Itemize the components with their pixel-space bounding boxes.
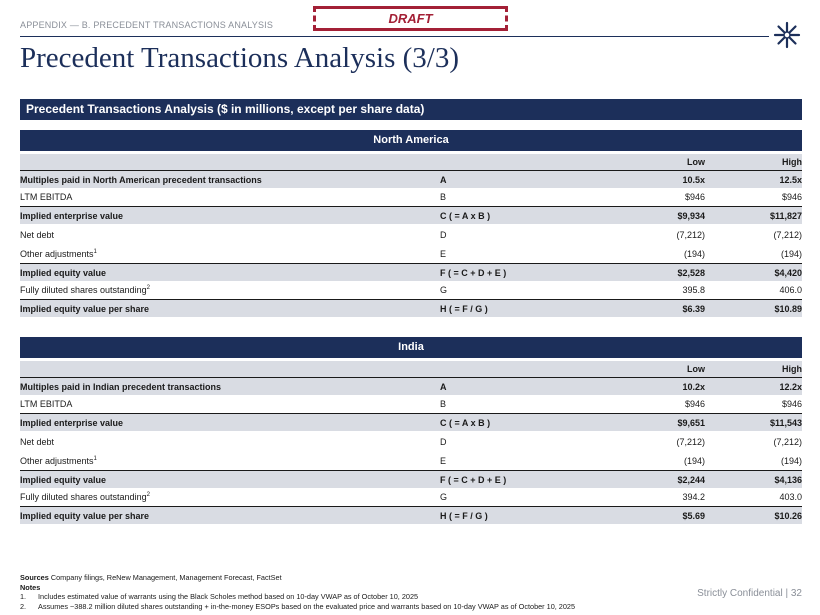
region-table bbox=[20, 361, 802, 524]
note-text: Assumes ~388.2 million diluted shares outstanding + in-the-money ESOPs based on the evaluated price and warrants based on 10-day VWAP as of October 10, 2025 bbox=[38, 601, 576, 611]
row-label bbox=[20, 175, 440, 185]
table-row bbox=[20, 451, 802, 470]
high-value-cell: $10.89 bbox=[774, 303, 802, 314]
low-value-cell: $9,934 bbox=[677, 210, 705, 221]
table-row bbox=[20, 433, 802, 451]
low-value-cell: $9,651 bbox=[677, 417, 705, 428]
high-value-cell: 12.5x bbox=[779, 174, 802, 185]
row-label-text: Implied equity value per share bbox=[20, 303, 150, 314]
table-row bbox=[20, 413, 802, 431]
formula-cell: A bbox=[440, 174, 447, 185]
row-label-text: LTM EBITDA bbox=[20, 399, 73, 409]
low-value-cell: $5.69 bbox=[682, 510, 705, 521]
formula-cell: C ( = A x B ) bbox=[440, 417, 491, 428]
row-label bbox=[20, 456, 440, 466]
row-label-text: Fully diluted shares outstanding bbox=[20, 492, 147, 502]
formula-cell: G bbox=[440, 492, 448, 502]
row-label-text: Fully diluted shares outstanding bbox=[20, 285, 147, 295]
table-row bbox=[20, 281, 802, 299]
note-item bbox=[20, 592, 575, 602]
formula-cell: F ( = C + D + E ) bbox=[440, 267, 507, 278]
confidential-page-number: Strictly Confidential | 32 bbox=[697, 588, 802, 599]
notes-label: Notes bbox=[20, 582, 41, 592]
high-value-cell: (194) bbox=[780, 248, 802, 259]
column-header-row bbox=[20, 361, 802, 377]
table-row bbox=[20, 470, 802, 488]
high-value-cell: (194) bbox=[780, 455, 802, 466]
high-header: High bbox=[782, 157, 802, 167]
high-value-cell: 406.0 bbox=[779, 285, 802, 295]
low-value-cell: (194) bbox=[683, 455, 705, 466]
page-title: Precedent Transactions Analysis (3/3) bbox=[20, 42, 459, 74]
row-label-text: Implied equity value bbox=[20, 267, 107, 278]
footnote-marker: 2 bbox=[146, 492, 150, 498]
row-label bbox=[20, 211, 440, 221]
formula-cell: F ( = C + D + E ) bbox=[440, 474, 507, 485]
row-label bbox=[20, 492, 440, 502]
note-number: 2. bbox=[20, 601, 27, 611]
low-header: Low bbox=[687, 364, 705, 374]
draft-label: DRAFT bbox=[388, 11, 433, 26]
row-label-text: Multiples paid in Indian precedent transactions bbox=[20, 381, 222, 392]
low-value-cell: $946 bbox=[684, 399, 705, 409]
sources-line bbox=[20, 573, 575, 583]
high-value-cell: $11,827 bbox=[769, 210, 802, 221]
table-row bbox=[20, 299, 802, 317]
formula-cell: A bbox=[440, 381, 447, 392]
sources-label: Sources bbox=[20, 573, 49, 582]
row-label bbox=[20, 437, 440, 447]
low-value-cell: $946 bbox=[684, 192, 705, 202]
high-value-cell: 403.0 bbox=[779, 492, 802, 502]
region-header: North America bbox=[20, 130, 802, 151]
high-value-cell: (7,212) bbox=[773, 230, 802, 240]
footnote-marker: 1 bbox=[93, 248, 97, 255]
column-header-row bbox=[20, 154, 802, 170]
high-value-cell: $946 bbox=[781, 399, 802, 409]
high-value-cell: 12.2x bbox=[779, 381, 802, 392]
breadcrumb: APPENDIX — B. PRECEDENT TRANSACTIONS ANALYSIS bbox=[20, 20, 274, 30]
formula-cell: C ( = A x B ) bbox=[440, 210, 491, 221]
formula-cell: D bbox=[440, 230, 447, 240]
row-label bbox=[20, 230, 440, 240]
footnotes bbox=[20, 573, 575, 611]
formula-cell: E bbox=[440, 248, 447, 259]
row-label bbox=[20, 382, 440, 392]
low-value-cell: (194) bbox=[683, 248, 705, 259]
row-label-text: Implied enterprise value bbox=[20, 210, 124, 221]
table-row bbox=[20, 226, 802, 244]
high-value-cell: $946 bbox=[781, 192, 802, 202]
low-value-cell: $6.39 bbox=[682, 303, 705, 314]
region-header: India bbox=[20, 337, 802, 358]
table-row bbox=[20, 263, 802, 281]
formula-cell: E bbox=[440, 455, 447, 466]
title-rule bbox=[20, 36, 769, 37]
table-row bbox=[20, 488, 802, 506]
table-row bbox=[20, 188, 802, 206]
row-label bbox=[20, 285, 440, 295]
high-header: High bbox=[782, 364, 802, 374]
row-label-text: Implied enterprise value bbox=[20, 417, 124, 428]
note-item bbox=[20, 602, 575, 612]
footnote-marker: 1 bbox=[93, 455, 97, 462]
table-row bbox=[20, 377, 802, 395]
row-label bbox=[20, 304, 440, 314]
formula-cell: H ( = F / G ) bbox=[440, 510, 488, 521]
row-label bbox=[20, 249, 440, 259]
row-label-text: LTM EBITDA bbox=[20, 192, 73, 202]
snowflake-logo-icon bbox=[772, 20, 802, 50]
low-value-cell: $2,244 bbox=[677, 474, 705, 485]
region-table bbox=[20, 154, 802, 317]
table-row bbox=[20, 506, 802, 524]
high-value-cell: (7,212) bbox=[773, 437, 802, 447]
row-label-text: Implied equity value per share bbox=[20, 510, 150, 521]
row-label bbox=[20, 475, 440, 485]
formula-cell: D bbox=[440, 437, 447, 447]
row-label bbox=[20, 192, 440, 202]
formula-cell: H ( = F / G ) bbox=[440, 303, 488, 314]
row-label-text: Net debt bbox=[20, 230, 55, 240]
high-value-cell: $11,543 bbox=[769, 417, 802, 428]
row-label-text: Multiples paid in North American precedent transactions bbox=[20, 174, 262, 185]
draft-stamp bbox=[313, 6, 508, 31]
formula-cell: B bbox=[440, 192, 447, 202]
row-label bbox=[20, 268, 440, 278]
table-row bbox=[20, 244, 802, 263]
low-value-cell: 394.2 bbox=[682, 492, 705, 502]
low-value-cell: (7,212) bbox=[676, 437, 705, 447]
formula-cell: G bbox=[440, 285, 448, 295]
high-value-cell: $4,420 bbox=[774, 267, 802, 278]
row-label bbox=[20, 511, 440, 521]
row-label bbox=[20, 418, 440, 428]
sources-text: Company filings, ReNew Management, Management Forecast, FactSet bbox=[50, 573, 282, 582]
low-header: Low bbox=[687, 157, 705, 167]
table-row bbox=[20, 170, 802, 188]
row-label-text: Other adjustments bbox=[20, 455, 94, 466]
table-row bbox=[20, 395, 802, 413]
low-value-cell: 10.2x bbox=[682, 381, 705, 392]
high-value-cell: $4,136 bbox=[774, 474, 802, 485]
row-label-text: Other adjustments bbox=[20, 248, 94, 259]
footnote-marker: 2 bbox=[146, 285, 150, 291]
note-number: 1. bbox=[20, 592, 27, 601]
row-label bbox=[20, 399, 440, 409]
low-value-cell: (7,212) bbox=[676, 230, 705, 240]
row-label-text: Implied equity value bbox=[20, 474, 107, 485]
note-text: Includes estimated value of warrants using the Black Scholes method based on 10-day VWAP as of October 10, 2025 bbox=[38, 592, 419, 601]
low-value-cell: 10.5x bbox=[682, 174, 705, 185]
low-value-cell: $2,528 bbox=[677, 267, 705, 278]
section-banner: Precedent Transactions Analysis ($ in millions, except per share data) bbox=[20, 99, 802, 120]
row-label-text: Net debt bbox=[20, 437, 55, 447]
low-value-cell: 395.8 bbox=[682, 285, 705, 295]
high-value-cell: $10.26 bbox=[774, 510, 802, 521]
formula-cell: B bbox=[440, 399, 447, 409]
table-row bbox=[20, 206, 802, 224]
